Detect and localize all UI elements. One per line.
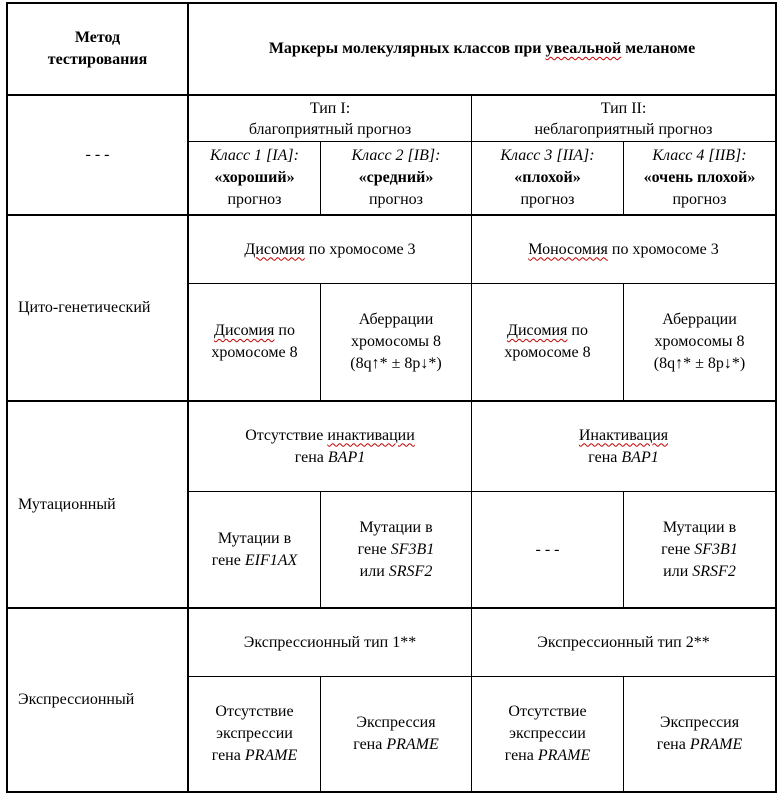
type1-header [189, 96, 471, 141]
mut-class2 [321, 492, 471, 607]
cyto-class1 [189, 284, 320, 400]
cell-text: гена [353, 736, 387, 753]
class-suffix: прогноз [368, 191, 423, 208]
cell-text: (8q↑* ± 8p↓*) [653, 355, 746, 372]
gene-name: PRAME [689, 736, 743, 753]
cell-text: инактивации [327, 426, 415, 444]
gene-name: EIF1AX [244, 551, 298, 569]
gene-name: BAP1 [327, 448, 366, 466]
type-label: Тип I: [309, 99, 351, 117]
expr-class2 [321, 677, 471, 791]
gene-name: SF3B1 [694, 540, 738, 558]
monosomy3-cell [472, 216, 775, 283]
type2-header [472, 96, 775, 141]
gene-name: BAP1 [621, 448, 659, 466]
cell-text: Дисомия [507, 322, 568, 339]
method-header-line: Метод [74, 29, 121, 46]
cell-text: гене [661, 540, 695, 558]
method-expression: Экспрессионный [18, 691, 135, 708]
title-text: меланоме [621, 40, 696, 57]
cell-text: хромосомы 8 [654, 333, 745, 350]
cell-text: Инактивация [578, 426, 669, 444]
cell-text: по [274, 322, 295, 339]
class-suffix: прогноз [520, 191, 575, 208]
cell-text: или [359, 562, 389, 580]
class-name: Класс 1 [IA]: [210, 147, 299, 164]
cell-text: Отсутствие [508, 703, 587, 720]
method-header [8, 4, 187, 94]
cell-text: экспрессии [216, 725, 293, 742]
bap1-retained-cell [189, 402, 471, 491]
method-cytogenetic: Цито-генетический [18, 299, 151, 316]
cell-text: Моносомия [528, 240, 608, 258]
class-quality: «хороший» [214, 169, 295, 186]
cell-text: по [567, 322, 588, 339]
method-mutation: Мутационный [18, 495, 116, 513]
method-header-line: тестирования [47, 51, 148, 68]
class2-header [321, 142, 471, 214]
gene-name: PRAME [386, 736, 439, 753]
cell-text: по хромосоме 3 [607, 240, 719, 258]
class-quality: «очень плохой» [643, 169, 756, 186]
expr-type2-cell: Экспрессионный тип 2** [537, 633, 710, 651]
cell-text: Мутации в [359, 518, 433, 536]
expr-class1 [189, 677, 320, 791]
bap1-inactivated-cell [472, 402, 775, 491]
expr-type1-cell: Экспрессионный тип 1** [243, 633, 417, 651]
gene-name: SRSF2 [388, 562, 433, 580]
markers-table [6, 2, 777, 793]
gene-name: PRAME [537, 747, 591, 764]
cyto-class2 [321, 284, 471, 400]
cell-text: хромосомы 8 [351, 333, 441, 350]
cell-text: Отсутствие [215, 703, 294, 720]
disomy3-cell [189, 216, 471, 283]
cell-text: хромосоме 8 [211, 344, 298, 361]
expr-class4 [624, 677, 775, 791]
cell-text: Отсутствие [245, 426, 328, 444]
mut-class3: - - - [535, 540, 560, 558]
cell-text: гена [211, 747, 245, 764]
cell-text: гене [357, 540, 391, 558]
cell-text: гена [294, 448, 328, 466]
cell-text: или [663, 562, 693, 580]
cell-text: гене [211, 551, 245, 569]
type-label: Тип II: [600, 99, 647, 117]
gene-name: SRSF2 [692, 562, 736, 580]
type-prognosis: неблагоприятный прогноз [534, 120, 713, 138]
class-suffix: прогноз [672, 191, 727, 208]
class1-header [189, 142, 320, 214]
cell-text: гена [656, 736, 690, 753]
cell-text: Аберрации [358, 311, 434, 328]
class-name: Класс 3 [IIA]: [500, 147, 595, 164]
table-title [189, 4, 775, 94]
gene-name: SF3B1 [390, 540, 435, 558]
cell-text: по хромосоме 3 [304, 240, 416, 258]
cell-text: Экспрессия [356, 714, 436, 731]
cell-text: Экспрессия [659, 714, 740, 731]
cell-text: хромосоме 8 [504, 344, 591, 361]
mut-class1 [189, 492, 320, 607]
cell-text: экспрессии [509, 725, 586, 742]
cyto-class4 [624, 284, 775, 400]
class-name: Класс 4 [IIB]: [652, 147, 747, 164]
expr-class3 [472, 677, 623, 791]
cell-text: (8q↑* ± 8p↓*) [350, 355, 442, 372]
gene-name: PRAME [244, 747, 298, 764]
cell-text: Мутации в [662, 518, 737, 536]
cell-text: гена [504, 747, 538, 764]
cell-text: Дисомия [214, 322, 275, 339]
title-text: Маркеры молекулярных классов при [268, 40, 546, 57]
empty-method-cell: - - - [85, 146, 110, 163]
class-name: Класс 2 [IB]: [351, 147, 441, 164]
cell-text: гена [588, 448, 622, 466]
type-prognosis: благоприятный прогноз [248, 120, 412, 138]
class3-header [472, 142, 623, 214]
title-text: увеальной [545, 40, 622, 57]
class4-header [624, 142, 775, 214]
mut-class4 [624, 492, 775, 607]
cell-text: Аберрации [662, 311, 737, 328]
class-suffix: прогноз [227, 191, 282, 208]
class-quality: «средний» [358, 169, 434, 186]
cell-text: Мутации в [217, 529, 292, 547]
class-quality: «плохой» [514, 169, 581, 186]
cyto-class3 [472, 284, 623, 400]
cell-text: Дисомия [244, 240, 305, 258]
